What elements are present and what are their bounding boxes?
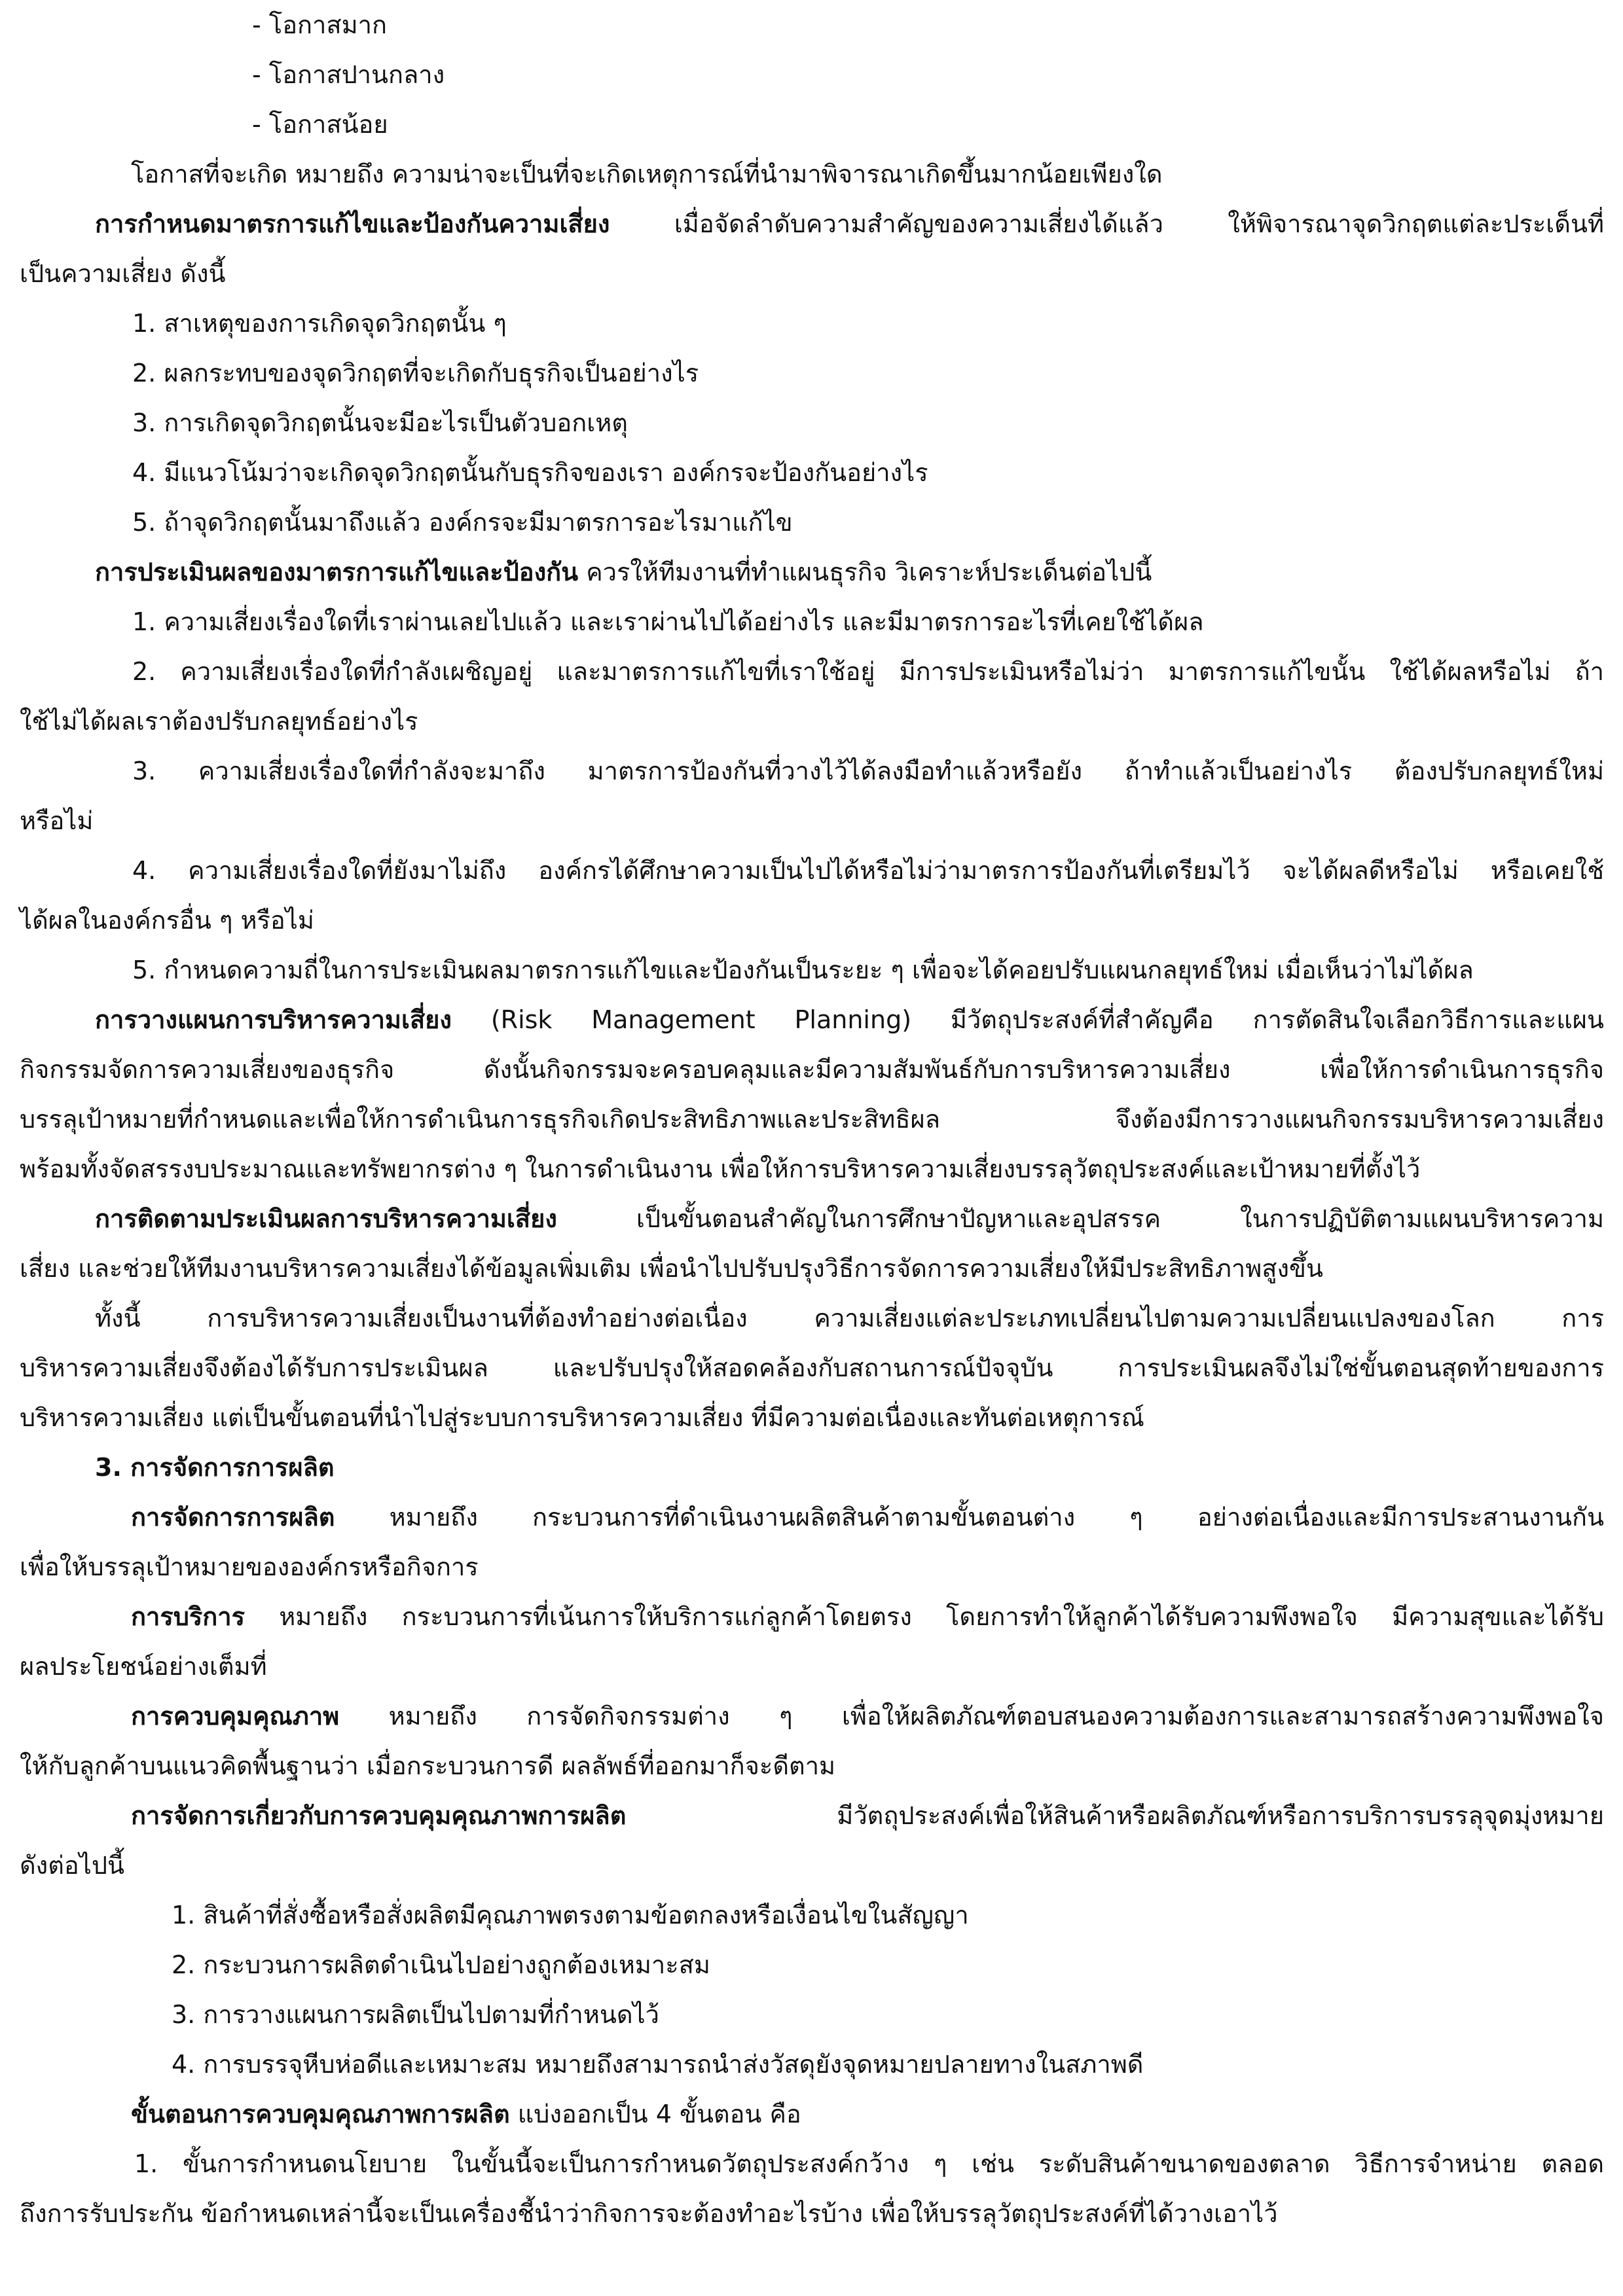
qcm-item-1: 1. สินค้าที่สั่งซื้อหรือสั่งผลิตมีคุณภาพตรงตามข้อตกลงหรือเงื่อนไขในสัญญา — [172, 1901, 969, 1929]
bullet-high: - โอกาสมาก — [252, 10, 387, 39]
measures-paragraph-line2: เป็นความเสี่ยง ดังนี้ — [20, 259, 226, 288]
step1-line1: 1. ขั้นการกำหนดนโยบาย ในขั้นนี้จะเป็นการกำหนดวัตถุประสงค์กว้าง ๆ เช่น ระดับสินค้าขนาดของตลาด วิธีการจำหน่าย ตลอด — [134, 2149, 1604, 2178]
measures-item-5: 5. ถ้าจุดวิกฤตนั้นมาถึงแล้ว องค์กรจะมีมาตรการอะไรมาแก้ไข — [132, 508, 793, 537]
section-title-production: 3. การจัดการการผลิต — [95, 1453, 335, 1482]
qcm-item-2: 2. กระบวนการผลิตดำเนินไปอย่างถูกต้องเหมาะสม — [172, 1950, 710, 1979]
measures-text: เมื่อจัดลำดับความสำคัญของความเสี่ยงได้แล้ว ให้พิจารณาจุดวิกฤตแต่ละประเด็นที่ — [674, 209, 1604, 238]
monitoring-line2: เสี่ยง และช่วยให้ทีมงานบริหารความเสี่ยงได้ข้อมูลเพิ่มเติม เพื่อนำไปปรับปรุงวิธีการจัดการความเสี่ยงให้มีประสิทธิภาพสูงขึ้น — [20, 1254, 1323, 1283]
evaluation-item-3-line2: หรือไม่ — [20, 806, 94, 835]
qcm-item-3: 3. การวางแผนการผลิตเป็นไปตามที่กำหนดไว้ — [172, 2000, 659, 2029]
steps-heading: ขั้นตอนการควบคุมคุณภาพการผลิต — [131, 2100, 510, 2128]
qc-line2: ให้กับลูกค้าบนแนวคิดพื้นฐานว่า เมื่อกระบวนการดี ผลลัพธ์ที่ออกมาก็จะดีตาม — [20, 1751, 836, 1780]
monitoring-line1 — [20, 1194, 1604, 1244]
evaluation-text: ควรให้ทีมงานที่ทำแผนธุรกิจ วิเคราะห์ประเด็นต่อไปนี้ — [586, 558, 1152, 586]
production-def-heading: การจัดการการผลิต — [131, 1503, 335, 1532]
evaluation-heading: การประเมินผลของมาตรการแก้ไขและป้องกัน — [95, 558, 579, 586]
bullet-low: - โอกาสน้อย — [252, 110, 388, 139]
service-line1 — [20, 1592, 1604, 1641]
conclusion-line2: บริหารความเสี่ยงจึงต้องได้รับการประเมินผล และปรับปรุงให้สอดคล้องกับสถานการณ์ปัจจุบัน การประเมินผลจึงไม่ใช่ขั้นตอนสุดท้ายของการ — [20, 1354, 1604, 1382]
measures-heading: การกำหนดมาตรการแก้ไขและป้องกันความเสี่ยง — [95, 209, 610, 238]
planning-line1 — [20, 995, 1604, 1045]
service-text: หมายถึง กระบวนการที่เน้นการให้บริการแก่ลูกค้าโดยตรง โดยการทำให้ลูกค้าได้รับความพึงพอใจ มีความสุขและได้รับ — [279, 1602, 1604, 1631]
steps-line — [20, 2089, 1604, 2139]
planning-heading: การวางแผนการบริหารความเสี่ยง — [95, 1005, 452, 1034]
measures-item-4: 4. มีแนวโน้มว่าจะเกิดจุดวิกฤตนั้นกับธุรกิจของเรา องค์กรจะป้องกันอย่างไร — [132, 458, 928, 487]
qcm-item-4: 4. การบรรจุหีบห่อดีและเหมาะสม หมายถึงสามารถนำส่งวัสดุยังจุดหมายปลายทางในสภาพดี — [172, 2050, 1144, 2079]
measures-item-3: 3. การเกิดจุดวิกฤตนั้นจะมีอะไรเป็นตัวบอกเหตุ — [132, 408, 628, 437]
evaluation-item-1: 1. ความเสี่ยงเรื่องใดที่เราผ่านเลยไปแล้ว และเราผ่านไปได้อย่างไร และมีมาตรการอะไรที่เคยใช้ได้ผล — [132, 607, 1204, 636]
qc-heading: การควบคุมคุณภาพ — [131, 1702, 340, 1731]
qcm-line2: ดังต่อไปนี้ — [20, 1851, 124, 1880]
measures-paragraph-line1 — [20, 199, 1604, 249]
evaluation-item-4-line1: 4. ความเสี่ยงเรื่องใดที่ยังมาไม่ถึง องค์กรได้ศึกษาความเป็นไปได้หรือไม่ว่ามาตรการป้องกันที่เตรียมไว้ จะได้ผลดีหรือไม่ หรือเคยใช้ — [132, 856, 1604, 885]
evaluation-paragraph — [20, 547, 1604, 597]
production-def-line1 — [20, 1492, 1604, 1542]
conclusion-line3: บริหารความเสี่ยง แต่เป็นขั้นตอนที่นำไปสู่ระบบการบริหารความเสี่ยง ที่มีความต่อเนื่องและทันต่อเหตุการณ์ — [20, 1403, 1144, 1432]
planning-line3: บรรลุเป้าหมายที่กำหนดและเพื่อให้การดำเนินการธุรกิจเกิดประสิทธิภาพและประสิทธิผล จึงต้องมีการวางแผนกิจกรรมบริหารความเสี่ยง — [20, 1105, 1604, 1134]
likelihood-definition: โอกาสที่จะเกิด หมายถึง ความน่าจะเป็นที่จะเกิดเหตุการณ์ที่นำมาพิจารณาเกิดขึ้นมากน้อยเพียงใด — [131, 160, 1163, 188]
evaluation-item-3-line1: 3. ความเสี่ยงเรื่องใดที่กำลังจะมาถึง มาตรการป้องกันที่วางไว้ได้ลงมือทำแล้วหรือยัง ถ้าทำแล้วเป็นอย่างไร ต้องปรับกลยุทธ์ใหม่ — [132, 757, 1604, 785]
monitoring-text: เป็นขั้นตอนสำคัญในการศึกษาปัญหาและอุปสรรค ในการปฏิบัติตามแผนบริหารความ — [636, 1204, 1604, 1233]
qc-text: หมายถึง การจัดกิจกรรมต่าง ๆ เพื่อให้ผลิตภัณฑ์ตอบสนองความต้องการและสามารถสร้างความพึงพอใจ — [388, 1702, 1604, 1731]
evaluation-item-2-line2: ใช้ไม่ได้ผลเราต้องปรับกลยุทธ์อย่างไร — [20, 707, 418, 736]
planning-text: (Risk Management Planning) มีวัตถุประสงค์ที่สำคัญคือ การตัดสินใจเลือกวิธีการและแผน — [490, 1005, 1604, 1034]
planning-line2: กิจกรรมจัดการความเสี่ยงของธุรกิจ ดังนั้นกิจกรรมจะครอบคลุมและมีความสัมพันธ์กับการบริหารความเสี่ยง เพื่อให้การดำเนินการธุรกิจ — [20, 1055, 1604, 1084]
steps-text: แบ่งออกเป็น 4 ขั้นตอน คือ — [517, 2100, 801, 2128]
bullet-medium: - โอกาสปานกลาง — [252, 60, 445, 89]
production-def-text: หมายถึง กระบวนการที่ดำเนินงานผลิตสินค้าตามขั้นตอนต่าง ๆ อย่างต่อเนื่องและมีการประสานงานกัน — [389, 1503, 1604, 1532]
service-heading: การบริการ — [131, 1602, 246, 1631]
monitoring-heading: การติดตามประเมินผลการบริหารความเสี่ยง — [95, 1204, 557, 1233]
measures-item-1: 1. สาเหตุของการเกิดจุดวิกฤตนั้น ๆ — [132, 309, 507, 338]
evaluation-item-2-line1: 2. ความเสี่ยงเรื่องใดที่กำลังเผชิญอยู่ และมาตรการแก้ไขที่เราใช้อยู่ มีการประเมินหรือไม่ว่า มาตรการแก้ไขนั้น ใช้ได้ผลหรือไม่ ถ้า — [132, 657, 1604, 686]
evaluation-item-4-line2: ได้ผลในองค์กรอื่น ๆ หรือไม่ — [20, 906, 314, 935]
service-line2: ผลประโยชน์อย่างเต็มที่ — [20, 1652, 267, 1681]
evaluation-item-5: 5. กำหนดความถี่ในการประเมินผลมาตรการแก้ไขและป้องกันเป็นระยะ ๆ เพื่อจะได้คอยปรับแผนกลยุทธ์ใหม่ เมื่อเห็นว่าไม่ได้ผล — [132, 956, 1474, 984]
qcm-line1 — [20, 1791, 1604, 1840]
document-page — [20, 0, 1604, 2238]
conclusion-line1: ทั้งนี้ การบริหารความเสี่ยงเป็นงานที่ต้องทำอย่างต่อเนื่อง ความเสี่ยงแต่ละประเภทเปลี่ยนไปตามความเปลี่ยนแปลงของโลก การ — [95, 1304, 1604, 1333]
qc-line1 — [20, 1691, 1604, 1741]
measures-item-2: 2. ผลกระทบของจุดวิกฤตที่จะเกิดกับธุรกิจเป็นอย่างไร — [132, 359, 699, 387]
qcm-heading: การจัดการเกี่ยวกับการควบคุมคุณภาพการผลิต — [131, 1801, 627, 1830]
step1-line2: ถึงการรับประกัน ข้อกำหนดเหล่านี้จะเป็นเครื่องชี้นำว่ากิจการจะต้องทำอะไรบ้าง เพื่อให้บรรลุวัตถุประสงค์ที่ได้วางเอาไว้ — [20, 2199, 1278, 2228]
qcm-text: มีวัตถุประสงค์เพื่อให้สินค้าหรือผลิตภัณฑ์หรือการบริการบรรลุจุดมุ่งหมาย — [837, 1801, 1604, 1830]
planning-line4: พร้อมทั้งจัดสรรงบประมาณและทรัพยากรต่าง ๆ ในการดำเนินงาน เพื่อให้การบริหารความเสี่ยงบรรลุวัตถุประสงค์และเป้าหมายที่ตั้งไว้ — [20, 1155, 1421, 1183]
production-def-line2: เพื่อให้บรรลุเป้าหมายขององค์กรหรือกิจการ — [20, 1552, 479, 1581]
